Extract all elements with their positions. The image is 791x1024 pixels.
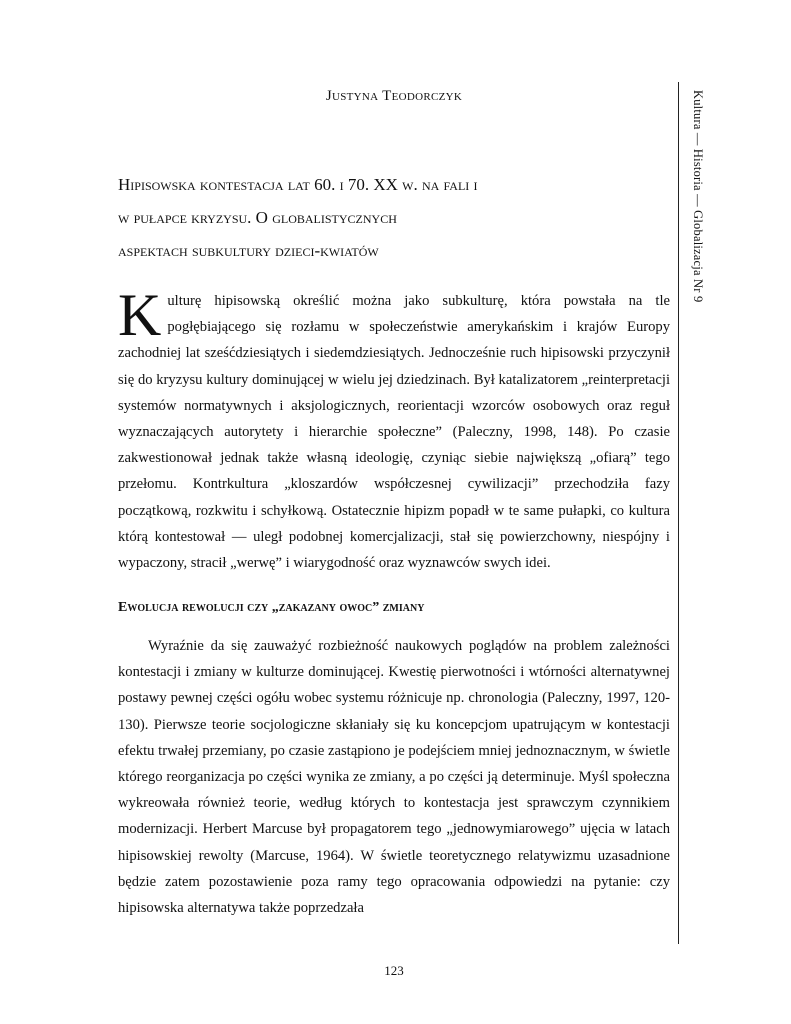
title-line: aspektach subkultury dzieci-kwiatów [118,241,379,260]
running-header: Kultura — Historia — Globalizacja Nr 9 [691,90,705,303]
margin-rule [678,82,679,944]
paragraph-text: ulturę hipisowską określić można jako subkulturę, która powstała na tle pogłębiającego się rozłamu w społeczeństwie amerykańskim i krajów Europy zachodniej lat sześćdziesiątych i siedemdziesiątych. Jednocześnie ruch hipisowski przyczynił się do kryzysu kultury dominującej w wielu jej dziedzinach. Był katalizatorem „reinterpretacji systemów normatywnych i aksjologicznych, reorientacji wzorców osobowych oraz reguł wyznaczających autorytety i hierarchie społeczne” (Paleczny, 1998, 148). Po czasie zakwestionował jednak także własną ideologię, czyniąc siebie największą „ofiarą” tego przełomu. Kontrkultura „kloszardów współczesnej cywilizacji” przechodziła fazy początkową, rozkwitu i schyłkową. Ostatecznie hipizm popadł w te same pułapki, co kultura którą kontestował — uległ podobnej komercjalizacji, stał się powierzchowny, niespójny i wypaczony, stracił „werwę” i wiarygodność oraz wyznawców swych idei. [118,293,670,572]
paragraph-body: Wyraźnie da się zauważyć rozbieżność naukowych poglądów na problem zależności kontestacji i zmiany w kulturze dominującej. Kwestię pierwotności i wtórności alternatywnej postawy pewnej części ogółu wobec systemu różnicuje np. chronologia (Paleczny, 1997, 120-130). Pierwsze teorie socjologiczne skłaniały się ku koncepcjom upatrującym w kontestacji efektu trwałej przemiany, po czasie zastąpiono je podejściem mniej jednoznacznym, w świetle którego reorganizacja po części wynika ze zmiany, a po części ją determinuje. Myśl społeczna wykreowała również teorie, według których to kontestacja jest sprawczym czynnikiem modernizacji. Herbert Marcuse był propagatorem tego „jednowymiarowego” ujęcia w latach hipisowskiej rewolty (Marcuse, 1964). W świetle teoretycznego relatywizmu uzasadnione będzie zatem pozostawienie poza ramy tego opracowania odpowiedzi na pytanie: czy hipisowska alternatywa także poprzedzała [118,638,670,917]
title-line: w pułapce kryzysu. O globalistycznych [118,208,397,227]
page-number: 123 [384,963,404,978]
author-name: Justyna Teodorczyk [325,88,463,104]
title-line: Hipisowska kontestacja lat 60. i 70. XX w. na fali i [118,175,478,194]
section-heading: Ewolucja rewolucji czy „zakazany owoc” zmiany [118,600,425,615]
paragraph-intro [118,282,670,576]
drop-cap: K [118,282,162,348]
article-title [118,168,678,267]
